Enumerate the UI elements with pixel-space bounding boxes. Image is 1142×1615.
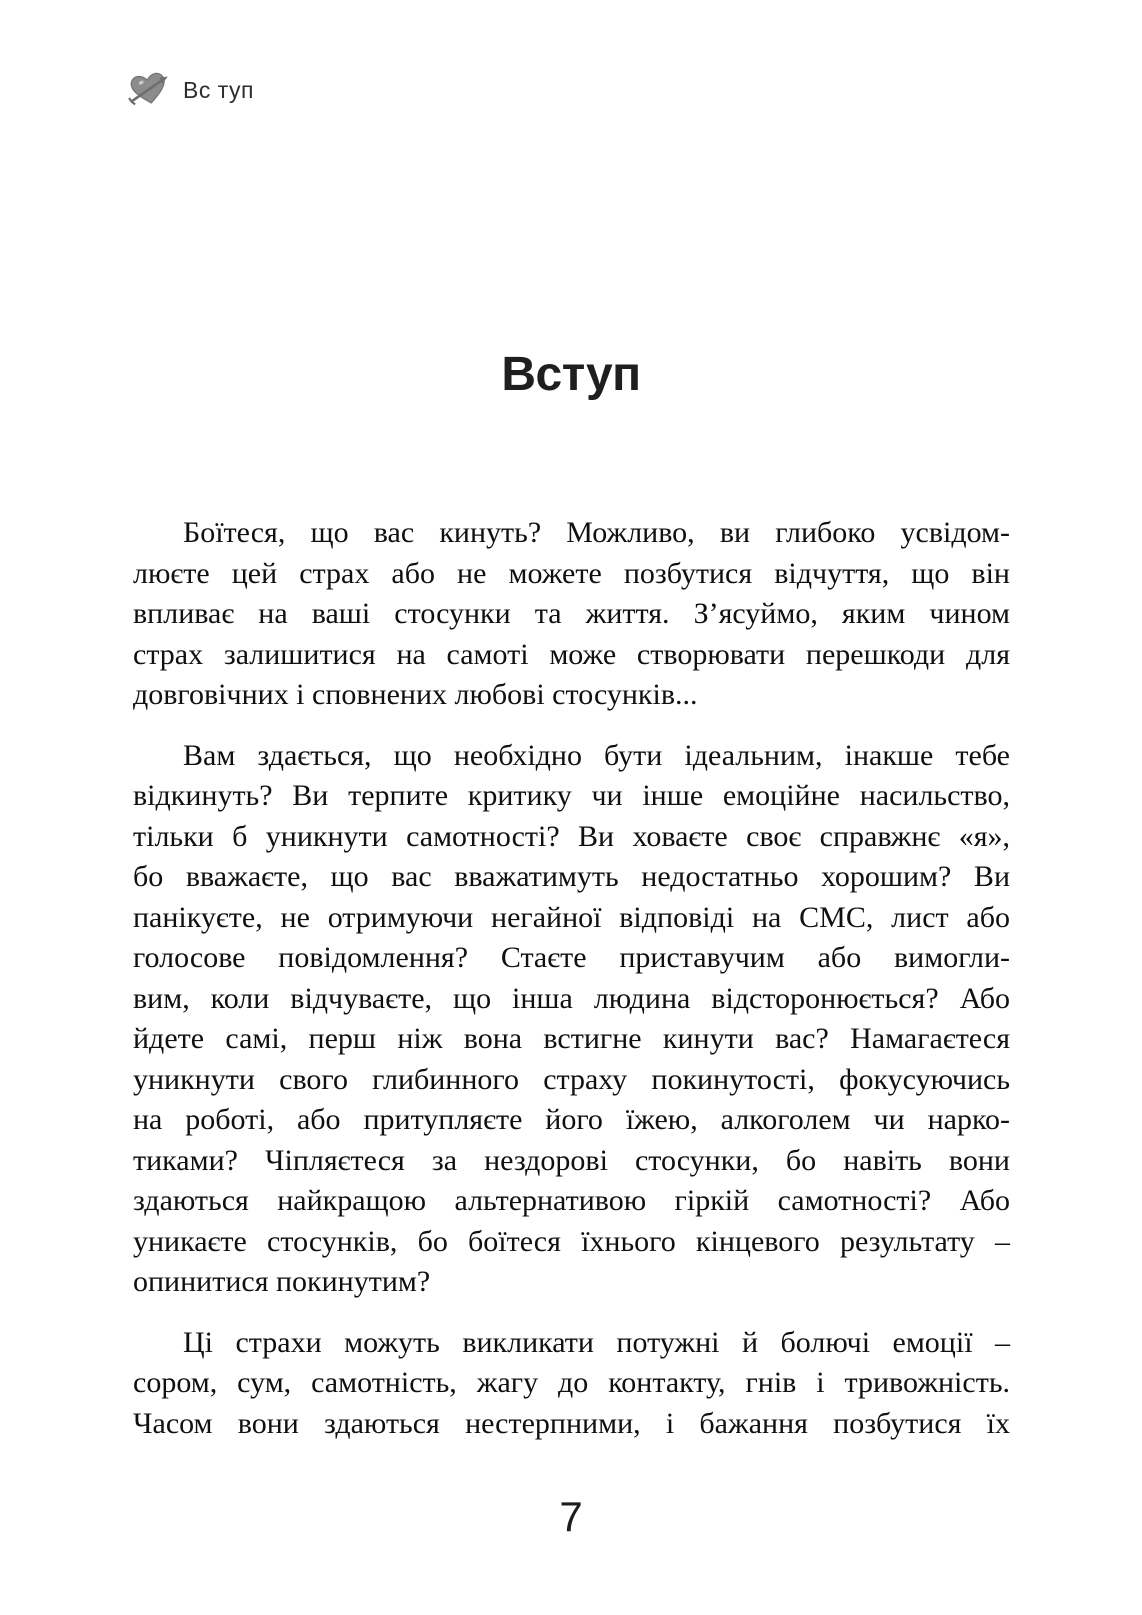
text-line: відкинуть? Ви терпите критику чи інше емоційне насильство, <box>133 779 1010 812</box>
text-line: Вам здається, що необхідно бути ідеальним, інакше тебе <box>183 738 1010 772</box>
text-line: страх залишитися на самоті може створювати перешкоди для <box>133 637 1010 671</box>
text-line: Часом вони здаються нестерпними, і бажання позбутися їх <box>133 1406 1010 1440</box>
text-line: люєте цей страх або не можете позбутися відчуття, що він <box>133 556 1010 590</box>
text-line: опинитися покинутим? <box>133 1265 431 1298</box>
text-line: на роботі, або притупляєте його їжею, алкоголем чи нарко- <box>133 1103 1010 1136</box>
running-header <box>128 68 254 112</box>
running-header-label: Вс туп <box>183 76 254 103</box>
page-number: 7 <box>559 1493 583 1540</box>
paragraph <box>133 1323 1010 1445</box>
text-line: йдете самі, перш ніж вона встигне кинути вас? Намагаєтеся <box>133 1022 1010 1055</box>
text-line: Боїтеся, що вас кинуть? Можливо, ви глибоко усвідом- <box>183 516 1010 549</box>
text-line: сором, сум, самотність, жагу до контакту, гнів і тривожність. <box>133 1366 1010 1399</box>
text-line: Ці страхи можуть викликати потужні й болючі емоції – <box>183 1325 1010 1359</box>
text-line: вим, коли відчуваєте, що інша людина відсторонюється? Або <box>133 981 1010 1015</box>
paragraph <box>133 736 1010 1303</box>
text-line: тиками? Чіпляєтеся за нездорові стосунки, бо навіть вони <box>133 1143 1010 1177</box>
body-text <box>133 513 1010 1464</box>
text-line: голосове повідомлення? Стаєте приставучим або вимогли- <box>133 941 1010 974</box>
text-line: уникаєте стосунків, бо боїтеся їхнього кінцевого результату – <box>133 1224 1010 1258</box>
chapter-title: Вступ <box>501 348 641 401</box>
paragraph <box>133 513 1010 716</box>
text-line: впливає на ваші стосунки та життя. З’ясуймо, яким чином <box>133 597 1010 630</box>
text-line: бо вважаєте, що вас вважатимуть недостатньо хорошим? Ви <box>133 860 1010 893</box>
text-line: тільки б уникнути самотності? Ви ховаєте своє справжнє «я», <box>133 819 1010 853</box>
text-line: довговічних і сповнених любові стосунків... <box>133 678 698 711</box>
heart-arrow-icon <box>128 71 170 109</box>
text-line: панікуєте, не отримуючи негайної відповіді на СМС, лист або <box>133 900 1010 934</box>
text-line: здаються найкращою альтернативою гіркій самотності? Або <box>133 1184 1010 1217</box>
text-line: уникнути свого глибинного страху покинутості, фокусуючись <box>133 1062 1010 1096</box>
